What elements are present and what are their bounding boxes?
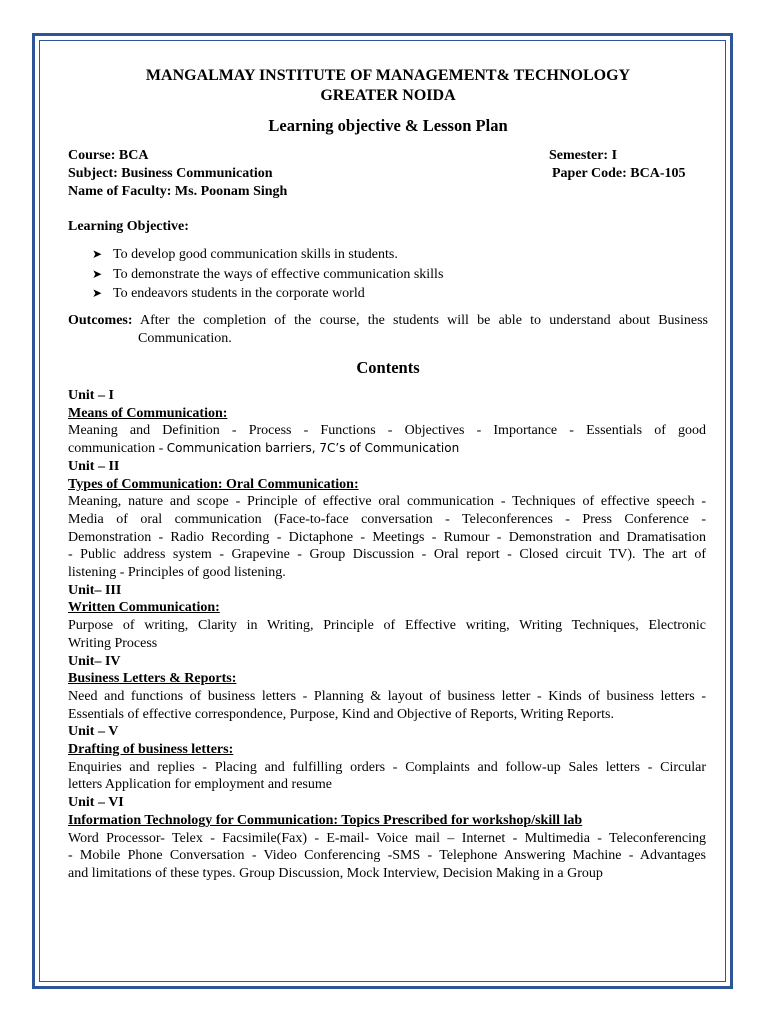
unit-title: Unit– III (68, 582, 122, 598)
list-item: ➤ To demonstrate the ways of effective communication skills (92, 265, 443, 285)
faculty-label: Name of Faculty: Ms. Poonam Singh (68, 184, 288, 199)
contents-heading: Contents (356, 358, 420, 377)
lesson-plan-title: Learning objective & Lesson Plan (268, 116, 508, 135)
semester-label: Semester: I (549, 148, 618, 163)
institute-name: MANGALMAY INSTITUTE OF MANAGEMENT& TECHNOLOGY (145, 67, 631, 84)
arrow-bullet-icon: ➤ (92, 286, 103, 300)
arrow-bullet-icon: ➤ (92, 247, 103, 261)
unit-heading: Means of Communication: (68, 405, 228, 421)
unit-title: Unit – II (68, 458, 120, 474)
list-item: ➤ To endeavors students in the corporate world (92, 284, 443, 304)
units-section: Unit – I Means of Communication: Meaning and Definition - Process - Functions - Objectives - Importance - Essentials of good communication - Communication barriers, 7C’s of Communication Unit – II Types of Communication: Oral Communication: Meaning, nature and scope - Principle of effective oral communication - Techniques of effective speech - Media of oral communication (Face-to-face conversation - Teleconferences - Press Conference - Demonstration - Radio Recording - Dictaphone - Meetings - Rumour - Demonstration and Dramatisation - Public address system - Grapevine - Group Discussion - Oral report - Closed circuit TV). The art of listening - Principles of good listening. Unit– III Written Communication: Purpose of writing, Clarity in Writing, Principle of Effective writing, Writing Techniques, Electronic Writing Process Unit– IV Business Letters & Reports: Need and functions of business letters - Planning & layout of business letter - Kinds of business letters - Essentials of effective correspondence, Purpose, Kind and Objective of Reports, Writing Reports. Unit – V Drafting of business letters: Enquiries and replies - Placing and fulfilling orders - Complaints and follow-up Sales letters - Circular letters Application for employment and resume Unit – VI Information Technology for Communication: Topics Prescribed for workshop/skill lab Word Processor- Telex - Facsimile(Fax) - E-mail- Voice mail – Internet - Multimedia - Teleconferencing - Mobile Phone Conversation - Video Conferencing -SMS - Telephone Answering Machine - Advantages and limitations of these types. Group Discussion, Mock Interview, Decision Making in a Group (68, 388, 706, 881)
outcomes-paragraph: Outcomes: After the completion of the course, the students will be able to understand about Business Communication. (68, 313, 708, 346)
unit-heading: Types of Communication: Oral Communication: (68, 476, 359, 492)
learning-objective-heading: Learning Objective: (68, 219, 189, 234)
unit-heading: Information Technology for Communication: Topics Prescribed for workshop/skill lab (68, 812, 583, 828)
unit-heading: Drafting of business letters: (68, 742, 234, 758)
paper-code-label: Paper Code: BCA-105 (552, 166, 686, 181)
unit-heading: Business Letters & Reports: (68, 671, 237, 687)
list-item: ➤ To develop good communication skills in students. (92, 245, 443, 265)
unit-title: Unit – I (68, 388, 114, 403)
subject-label: Subject: Business Communication (68, 166, 273, 181)
unit-title: Unit– IV (68, 653, 121, 669)
unit-title: Unit – VI (68, 795, 124, 811)
objective-list (92, 245, 443, 304)
unit-heading: Written Communication: (68, 600, 220, 616)
outcomes-label: Outcomes: (68, 313, 133, 328)
unit-title: Unit – V (68, 724, 119, 740)
institute-city: GREATER NOIDA (320, 87, 456, 104)
course-label: Course: BCA (68, 148, 149, 163)
arrow-bullet-icon: ➤ (92, 266, 103, 281)
